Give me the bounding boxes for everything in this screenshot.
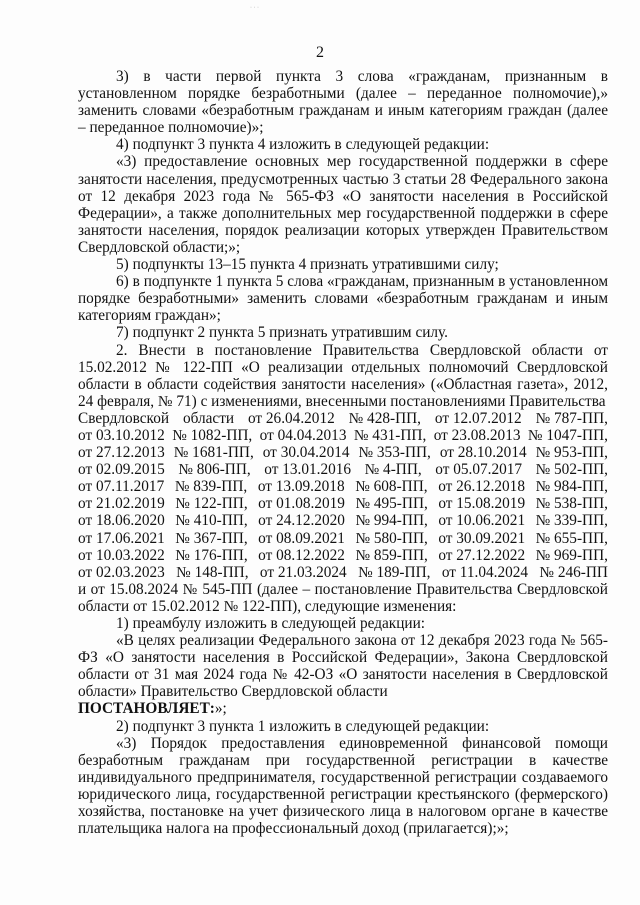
amendment-row	[78, 547, 608, 564]
amendment-cell: № 580-ПП,	[355, 529, 428, 547]
amendment-cell: от 21.02.2019	[78, 495, 165, 513]
amendment-cell: от 26.12.2018	[438, 478, 525, 496]
amendment-cell: от 18.06.2020	[78, 512, 165, 530]
amendment-cell: № 953-ПП,	[535, 444, 608, 462]
amendment-cell: от 08.09.2021	[258, 529, 345, 547]
amendment-cell: № 994-ПП,	[355, 512, 428, 530]
amendment-cell: № 859-ПП,	[355, 546, 428, 564]
amendment-cell: от 12.07.2012	[434, 409, 522, 427]
paragraph: 2) подпункт 3 пункта 1 изложить в следующей редакции:	[116, 717, 490, 735]
amendment-cell: от 27.12.2013	[78, 444, 165, 462]
amendment-cell: от 01.08.2019	[258, 495, 345, 513]
amendment-cell: № 428-ПП,	[348, 409, 422, 427]
amendment-cell: № 984-ПП,	[535, 478, 608, 496]
paragraph: «3) предоставление основных мер государственной поддержки в сфере занятости населения, предусмотренных частью 3 статьи 28 Федерального закона от 12 декабря 2023 года № 565-ФЗ «О занятости населения в Российской Федерации», а также дополнительных мер государственной поддержки в сфере занятости населения, порядок реализации которых утвержден Правительством Свердловской области;»;	[78, 153, 608, 256]
amendment-cell: от 02.09.2015	[78, 461, 165, 479]
scan-mark: · · ·	[250, 5, 259, 11]
amendment-cell: № 410-ПП,	[175, 512, 248, 530]
paragraph: «В целях реализации Федерального закона от 12 декабря 2023 года № 565-ФЗ «О занятости населения в Российской Федерации», Закона Свердловской области от 31 мая 2024 года № 42-ОЗ «О занятости населения в Свердловской области» Правительство Свердловской области	[78, 632, 608, 701]
amendment-row	[78, 461, 608, 478]
amendment-cell: № 4-ПП,	[364, 461, 422, 479]
amendment-row	[78, 495, 608, 512]
amendment-cell: от 10.03.2022	[78, 546, 165, 564]
amendment-cell: № 353-ПП,	[358, 444, 431, 462]
paragraph: «3) Порядок предоставления единовременной финансовой помощи безработным гражданам при государственной регистрации в качестве индивидуального предпринимателя, государственной регистрации создаваемого юридического лица, государственной регистрации крестьянского (фермерского) хозяйства, постановке на учет физического лица в налоговом органе в качестве плательщика налога на профессиональный доход (прилагается);»;	[78, 734, 608, 838]
amendment-cell: № 339-ПП,	[535, 512, 608, 530]
amendment-cell: от 13.01.2016	[264, 461, 352, 479]
amendment-cell: № 431-ПП,	[353, 426, 427, 444]
amendment-cell: области	[182, 409, 235, 427]
amendment-cell: № 1047-ПП,	[527, 426, 608, 444]
page-number: 2	[316, 44, 324, 61]
amendment-cell: № 367-ПП,	[175, 529, 248, 547]
paragraph: 2. Внести в постановление Правительства Свердловской области от 15.02.2012 № 122-ПП «О реализации отдельных полномочий Свердловской области в области содействия занятости населения» («Областная газета», 2012, 24 февраля, № 71) с изменениями, внесенными постановлениями Правительства	[78, 341, 608, 410]
amendment-cell: от 27.12.2022	[438, 546, 526, 564]
amendment-cell: № 806-ПП,	[178, 461, 251, 479]
paragraph: 5) подпункты 13–15 пункта 4 признать утратившими силу;	[116, 256, 499, 274]
amendment-row	[78, 478, 608, 495]
amendment-cell: № 969-ПП,	[535, 546, 608, 564]
amendment-cell: от 03.10.2012	[78, 426, 165, 444]
amendment-cell: № 502-ПП,	[535, 461, 608, 479]
amendment-cell: № 176-ПП,	[175, 546, 248, 564]
amendment-cell: от 07.11.2017	[78, 478, 165, 496]
amendment-cell: от 17.06.2021	[78, 529, 165, 547]
amendment-cell: от 05.07.2017	[435, 461, 523, 479]
amendment-cell: от 04.04.2013	[259, 426, 347, 444]
amendment-cell: № 787-ПП,	[535, 409, 608, 427]
amendment-cell: от 08.12.2022	[258, 546, 345, 564]
amendment-cell: № 1082-ПП,	[172, 426, 253, 444]
amendment-cell: от 30.04.2014	[262, 444, 350, 462]
paragraph: 1) преамбулу изложить в следующей редакции:	[116, 615, 426, 632]
amendment-cell: № 1681-ПП,	[173, 444, 254, 462]
amendment-row	[78, 512, 608, 529]
decree-word: ПОСТАНОВЛЯЕТ:	[78, 700, 215, 718]
amendment-row	[78, 427, 608, 444]
amendment-cell: № 839-ПП,	[174, 478, 248, 496]
amendment-cell: № 655-ПП,	[535, 529, 608, 547]
amendment-row	[78, 444, 608, 461]
amendment-cell: от 21.03.2024	[259, 563, 347, 581]
amendment-cell: № 538-ПП,	[535, 495, 608, 513]
amendment-cell: № 608-ПП,	[355, 478, 428, 496]
paragraph: 3) в части первой пункта 3 слова «гражданам, признанным в установленном порядке безработными (далее – переданное полномочие),» заменить словами «безработным гражданам и иным категориям граждан (далее – переданное полномочие)»;	[78, 68, 608, 137]
amendment-cell: от 10.06.2021	[438, 512, 526, 530]
decree-line	[78, 700, 608, 717]
paragraph: и от 15.08.2024 № 545-ПП (далее – постановление Правительства Свердловской области от 15.02.2012 № 122-ПП), следующие изменения:	[78, 580, 608, 615]
document-body	[78, 68, 608, 837]
amendment-row	[78, 564, 608, 581]
amendment-cell: № 122-ПП,	[175, 495, 248, 513]
amendment-cell: № 189-ПП,	[358, 563, 431, 581]
paragraph: 4) подпункт 3 пункта 4 изложить в следующей редакции:	[116, 136, 490, 154]
amendment-cell: от 28.10.2014	[439, 444, 527, 462]
amendment-cell: от 26.04.2012	[247, 409, 335, 427]
paragraph: 7) подпункт 2 пункта 5 признать утратившим силу.	[116, 324, 448, 342]
amendment-cell: № 148-ПП,	[176, 563, 249, 581]
amendment-cell: от 23.08.2013	[433, 426, 521, 444]
paragraph: 6) в подпункте 1 пункта 5 слова «гражданам, признанным в установленном порядке безработными» заменить словами «безработным гражданам и иным категориям граждан»;	[78, 273, 608, 325]
amendment-cell: Свердловской	[78, 409, 170, 427]
amendment-row	[78, 410, 608, 427]
amendment-cell: от 02.03.2023	[78, 563, 165, 581]
amendment-cell: от 15.08.2019	[438, 495, 526, 513]
amendment-cell: № 495-ПП,	[355, 495, 428, 513]
amendment-list	[78, 410, 608, 581]
amendment-cell: от 24.12.2020	[258, 512, 345, 530]
decree-tail: »;	[214, 700, 227, 718]
amendment-cell: от 30.09.2021	[438, 529, 526, 547]
amendment-cell: от 13.09.2018	[257, 478, 345, 496]
amendment-cell: от 11.04.2024	[441, 563, 529, 581]
amendment-row	[78, 530, 608, 547]
amendment-cell: № 246-ПП	[539, 563, 608, 581]
